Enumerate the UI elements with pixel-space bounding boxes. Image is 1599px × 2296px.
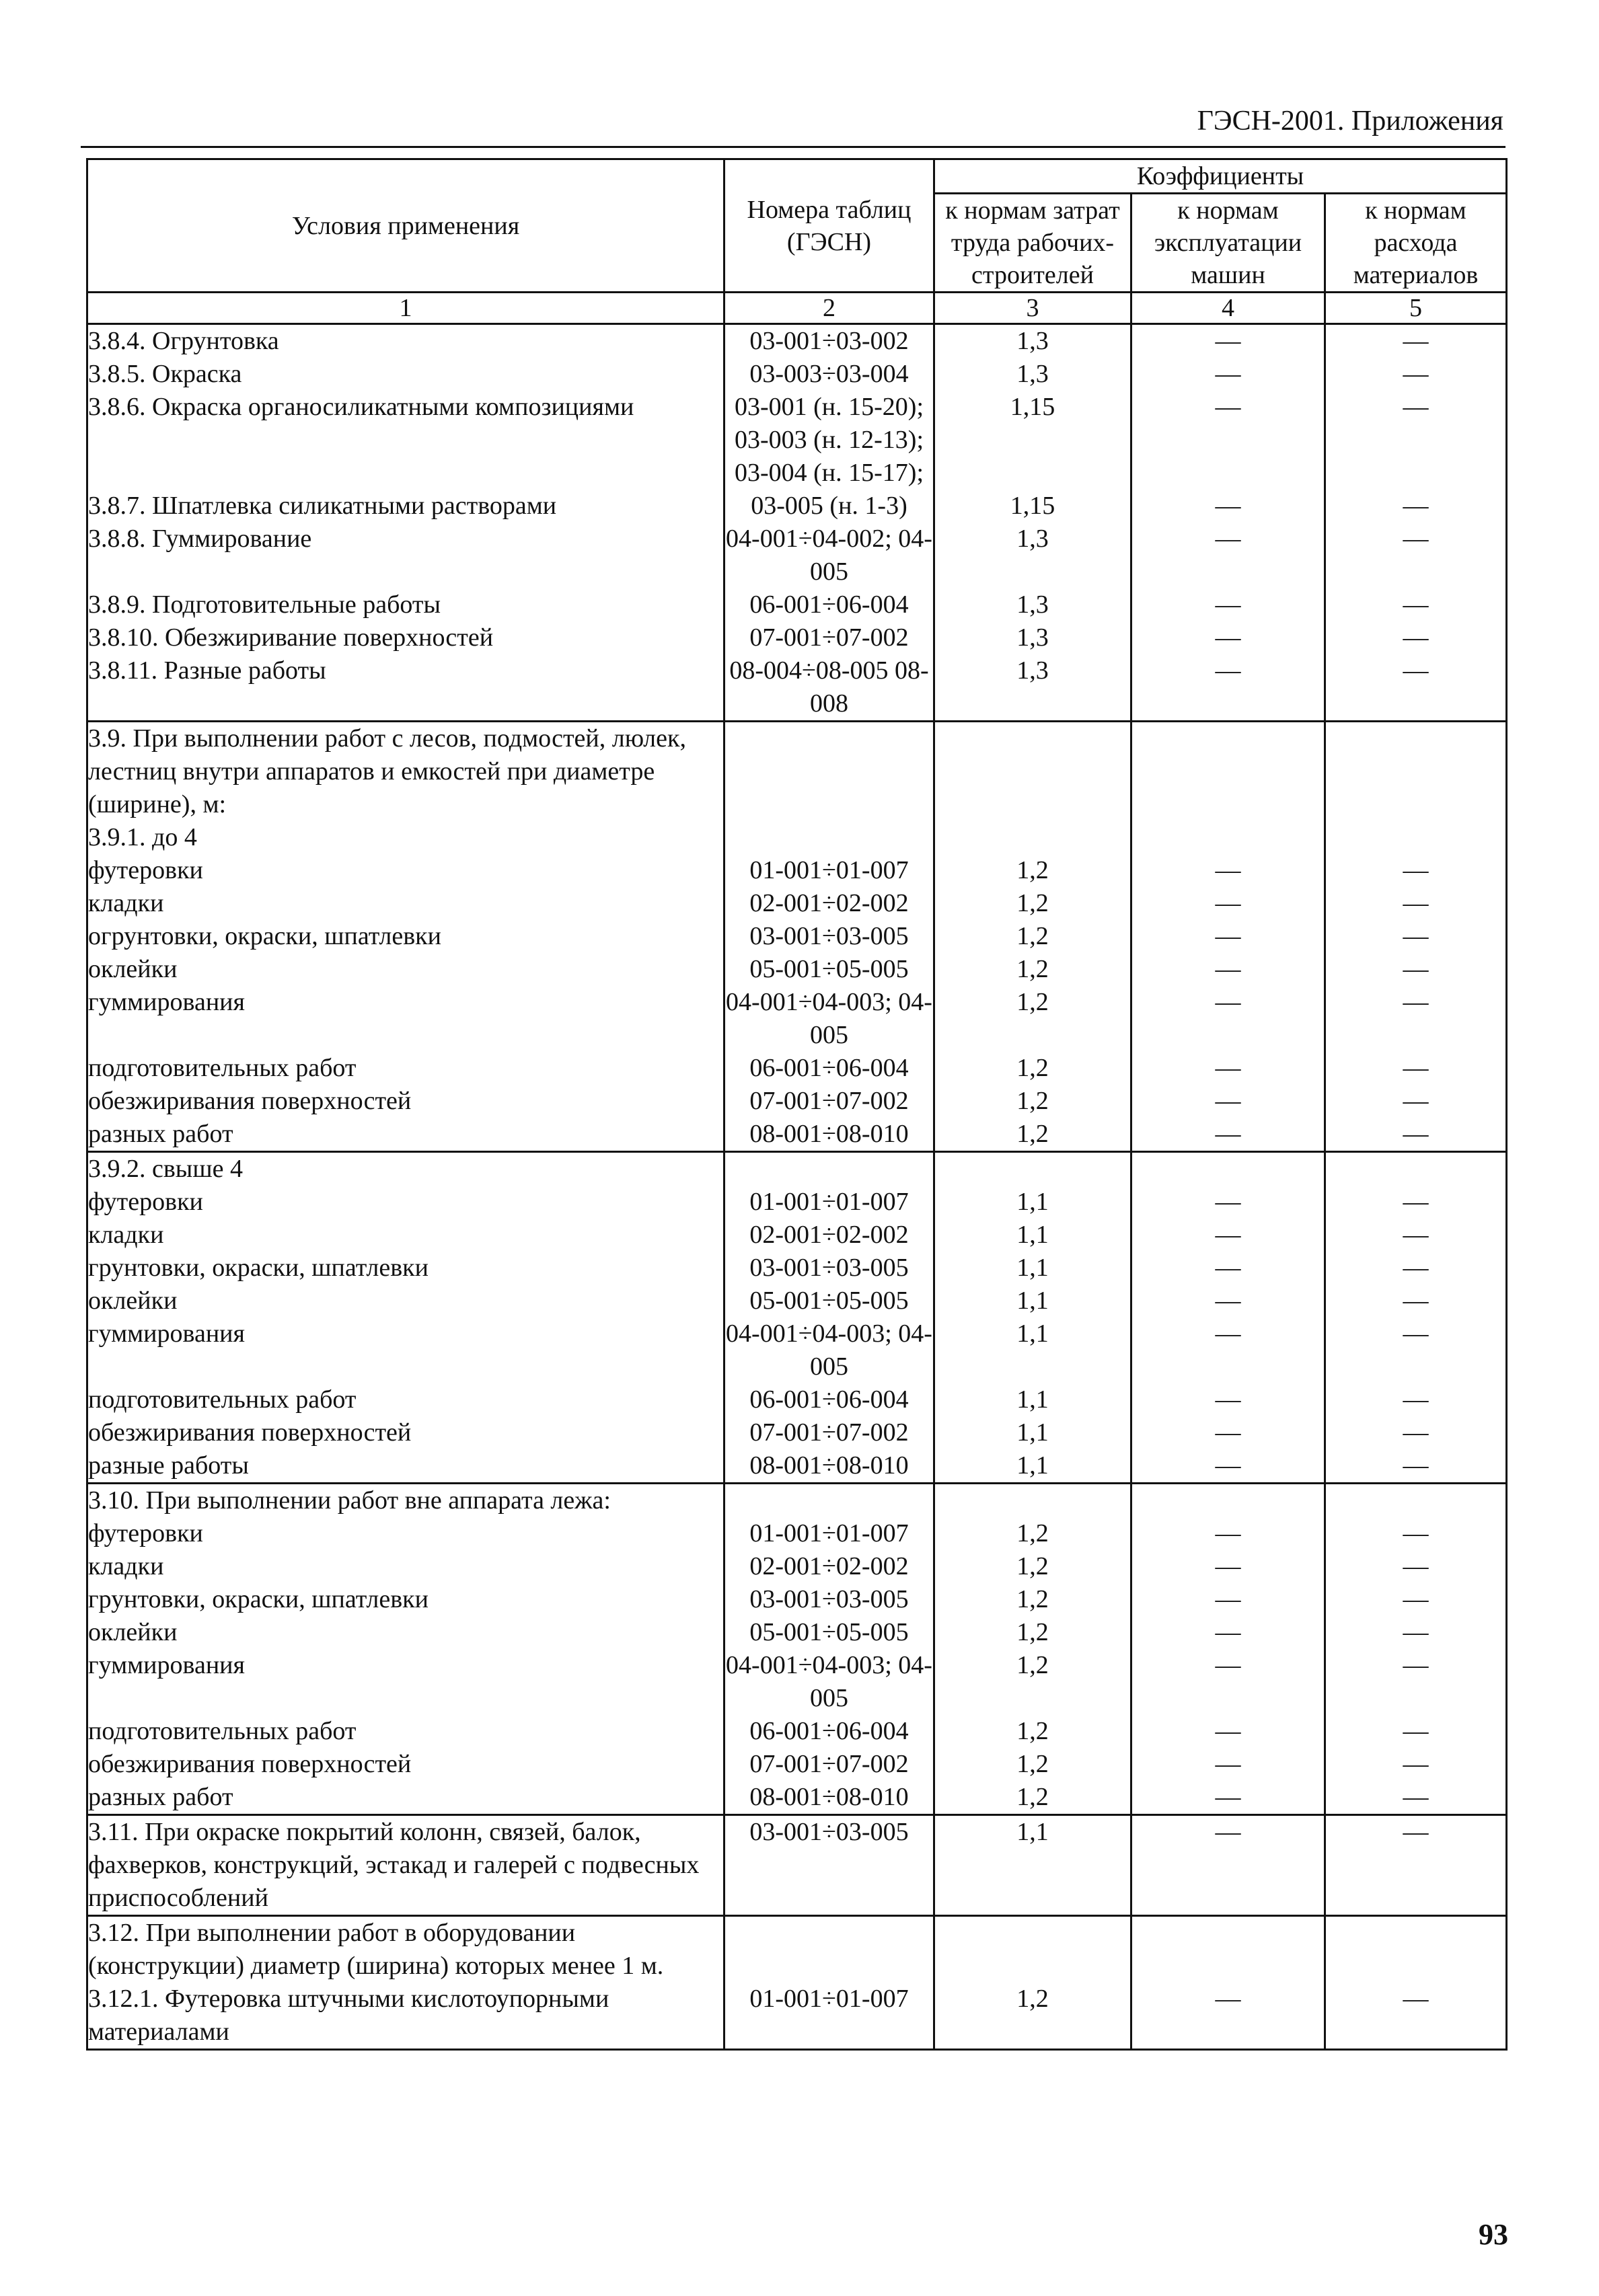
row-labor-coefficient: 1,2 — [934, 1781, 1131, 1815]
row-table-numbers: 03-005 (н. 1-3) — [724, 490, 934, 523]
row-condition: обезжиривания поверхностей — [87, 1416, 724, 1449]
row-condition: грунтовки, окраски, шпатлевки — [87, 1252, 724, 1285]
row-condition: 3.8.8. Гуммирование — [87, 523, 724, 588]
table-body — [87, 324, 1507, 2050]
row-machines-coefficient — [1131, 821, 1325, 854]
row-machines-coefficient: — — [1131, 588, 1325, 621]
row-labor-coefficient: 1,15 — [934, 490, 1131, 523]
row-table-numbers — [724, 1484, 934, 1518]
row-labor-coefficient: 1,3 — [934, 523, 1131, 588]
row-table-numbers: 03-001÷03-005 — [724, 1583, 934, 1616]
row-table-numbers: 04-001÷04-003; 04-005 — [724, 1649, 934, 1715]
row-labor-coefficient: 1,3 — [934, 654, 1131, 722]
row-machines-coefficient: — — [1131, 1252, 1325, 1285]
row-machines-coefficient: — — [1131, 1550, 1325, 1583]
row-labor-coefficient: 1,3 — [934, 324, 1131, 358]
table-row — [87, 1583, 1507, 1616]
row-materials-coefficient: — — [1325, 920, 1507, 953]
row-table-numbers: 03-001÷03-005 — [724, 1252, 934, 1285]
row-materials-coefficient: — — [1325, 1815, 1507, 1916]
column-numbers-row — [87, 293, 1507, 324]
row-condition: кладки — [87, 1550, 724, 1583]
row-labor-coefficient: 1,2 — [934, 1085, 1131, 1118]
table-row — [87, 1748, 1507, 1781]
table-row — [87, 1252, 1507, 1285]
row-materials-coefficient — [1325, 1484, 1507, 1518]
row-labor-coefficient: 1,2 — [934, 1550, 1131, 1583]
running-head: ГЭСН-2001. Приложения — [1197, 106, 1503, 137]
row-materials-coefficient: — — [1325, 1383, 1507, 1416]
row-machines-coefficient: — — [1131, 953, 1325, 986]
row-materials-coefficient: — — [1325, 324, 1507, 358]
coefficients-table — [86, 158, 1508, 2051]
row-materials-coefficient: — — [1325, 358, 1507, 391]
row-table-numbers: 05-001÷05-005 — [724, 1616, 934, 1649]
row-table-numbers — [724, 1152, 934, 1186]
row-materials-coefficient — [1325, 1152, 1507, 1186]
row-labor-coefficient: 1,1 — [934, 1383, 1131, 1416]
row-machines-coefficient: — — [1131, 654, 1325, 722]
column-number: 3 — [934, 293, 1131, 324]
table-row — [87, 621, 1507, 654]
row-machines-coefficient: — — [1131, 854, 1325, 887]
row-machines-coefficient: — — [1131, 324, 1325, 358]
row-labor-coefficient: 1,2 — [934, 1983, 1131, 2050]
row-labor-coefficient: 1,2 — [934, 887, 1131, 920]
row-materials-coefficient: — — [1325, 1285, 1507, 1317]
table-row — [87, 1383, 1507, 1416]
row-condition: гуммирования — [87, 986, 724, 1052]
table-row — [87, 654, 1507, 722]
row-machines-coefficient: — — [1131, 1317, 1325, 1383]
row-table-numbers: 07-001÷07-002 — [724, 1085, 934, 1118]
row-table-numbers: 07-001÷07-002 — [724, 1748, 934, 1781]
row-condition: 3.9.1. до 4 — [87, 821, 724, 854]
row-condition: футеровки — [87, 1517, 724, 1550]
row-condition: разных работ — [87, 1118, 724, 1152]
row-condition: подготовительных работ — [87, 1052, 724, 1085]
row-materials-coefficient: — — [1325, 887, 1507, 920]
row-labor-coefficient: 1,2 — [934, 1748, 1131, 1781]
row-table-numbers: 05-001÷05-005 — [724, 953, 934, 986]
row-table-numbers: 03-001÷03-005 — [724, 920, 934, 953]
row-condition: подготовительных работ — [87, 1715, 724, 1748]
row-materials-coefficient: — — [1325, 1416, 1507, 1449]
row-materials-coefficient: — — [1325, 1517, 1507, 1550]
row-table-numbers: 06-001÷06-004 — [724, 588, 934, 621]
row-materials-coefficient: — — [1325, 1550, 1507, 1583]
row-materials-coefficient: — — [1325, 986, 1507, 1052]
row-labor-coefficient — [934, 1152, 1131, 1186]
row-table-numbers: 08-001÷08-010 — [724, 1781, 934, 1815]
row-table-numbers: 01-001÷01-007 — [724, 1186, 934, 1219]
table-row — [87, 1517, 1507, 1550]
row-condition: обезжиривания поверхностей — [87, 1085, 724, 1118]
row-condition: обезжиривания поверхностей — [87, 1748, 724, 1781]
row-materials-coefficient: — — [1325, 1449, 1507, 1484]
table-row — [87, 1781, 1507, 1815]
row-table-numbers: 01-001÷01-007 — [724, 854, 934, 887]
row-materials-coefficient: — — [1325, 490, 1507, 523]
row-machines-coefficient: — — [1131, 986, 1325, 1052]
row-table-numbers: 03-001÷03-005 — [724, 1815, 934, 1916]
row-materials-coefficient: — — [1325, 953, 1507, 986]
table-row — [87, 358, 1507, 391]
row-labor-coefficient: 1,2 — [934, 1616, 1131, 1649]
row-labor-coefficient — [934, 1484, 1131, 1518]
row-table-numbers: 01-001÷01-007 — [724, 1517, 934, 1550]
row-condition: гуммирования — [87, 1317, 724, 1383]
row-labor-coefficient — [934, 821, 1131, 854]
table-row — [87, 821, 1507, 854]
row-condition: 3.9.2. свыше 4 — [87, 1152, 724, 1186]
row-materials-coefficient: — — [1325, 523, 1507, 588]
row-machines-coefficient: — — [1131, 1748, 1325, 1781]
column-number: 4 — [1131, 293, 1325, 324]
row-condition: подготовительных работ — [87, 1383, 724, 1416]
row-machines-coefficient: — — [1131, 1118, 1325, 1152]
row-labor-coefficient — [934, 722, 1131, 822]
row-table-numbers: 06-001÷06-004 — [724, 1383, 934, 1416]
header-machines: к нормам эксплуатации машин — [1131, 194, 1325, 293]
row-labor-coefficient: 1,1 — [934, 1449, 1131, 1484]
row-machines-coefficient: — — [1131, 1815, 1325, 1916]
row-table-numbers: 06-001÷06-004 — [724, 1052, 934, 1085]
row-machines-coefficient — [1131, 722, 1325, 822]
row-machines-coefficient: — — [1131, 920, 1325, 953]
row-labor-coefficient: 1,2 — [934, 1649, 1131, 1715]
table-row — [87, 1285, 1507, 1317]
row-table-numbers: 02-001÷02-002 — [724, 887, 934, 920]
table-row — [87, 920, 1507, 953]
row-materials-coefficient: — — [1325, 1118, 1507, 1152]
row-materials-coefficient: — — [1325, 1616, 1507, 1649]
row-condition: 3.12. При выполнении работ в оборудовании (конструкции) диаметр (ширина) которых менее 1 м. — [87, 1916, 724, 1983]
table-row — [87, 1715, 1507, 1748]
row-machines-coefficient: — — [1131, 1085, 1325, 1118]
row-table-numbers: 06-001÷06-004 — [724, 1715, 934, 1748]
row-machines-coefficient: — — [1131, 391, 1325, 490]
row-condition: футеровки — [87, 854, 724, 887]
row-labor-coefficient: 1,1 — [934, 1317, 1131, 1383]
row-materials-coefficient: — — [1325, 588, 1507, 621]
row-labor-coefficient: 1,2 — [934, 953, 1131, 986]
table-row — [87, 1152, 1507, 1186]
row-machines-coefficient: — — [1131, 1517, 1325, 1550]
page-number: 93 — [1479, 2218, 1508, 2251]
table-row — [87, 1085, 1507, 1118]
row-labor-coefficient: 1,3 — [934, 588, 1131, 621]
row-materials-coefficient: — — [1325, 1781, 1507, 1815]
row-labor-coefficient: 1,1 — [934, 1252, 1131, 1285]
row-machines-coefficient: — — [1131, 1186, 1325, 1219]
row-condition: 3.8.6. Окраска органосиликатными композициями — [87, 391, 724, 490]
row-materials-coefficient: — — [1325, 1252, 1507, 1285]
row-labor-coefficient: 1,2 — [934, 1583, 1131, 1616]
table-row — [87, 1484, 1507, 1518]
row-materials-coefficient: — — [1325, 1219, 1507, 1252]
row-machines-coefficient: — — [1131, 887, 1325, 920]
header-conditions: Условия применения — [87, 159, 724, 293]
row-table-numbers: 07-001÷07-002 — [724, 621, 934, 654]
row-condition: 3.8.11. Разные работы — [87, 654, 724, 722]
table-row — [87, 854, 1507, 887]
row-machines-coefficient: — — [1131, 1383, 1325, 1416]
row-condition: кладки — [87, 1219, 724, 1252]
row-condition: 3.12.1. Футеровка штучными кислотоупорными материалами — [87, 1983, 724, 2050]
table-row — [87, 1118, 1507, 1152]
row-condition: футеровки — [87, 1186, 724, 1219]
table-row — [87, 1649, 1507, 1715]
row-machines-coefficient: — — [1131, 1052, 1325, 1085]
row-labor-coefficient: 1,1 — [934, 1186, 1131, 1219]
row-condition: гуммирования — [87, 1649, 724, 1715]
row-labor-coefficient: 1,2 — [934, 1715, 1131, 1748]
row-labor-coefficient: 1,2 — [934, 854, 1131, 887]
row-machines-coefficient: — — [1131, 1219, 1325, 1252]
table-row — [87, 1916, 1507, 1983]
row-materials-coefficient — [1325, 821, 1507, 854]
row-labor-coefficient: 1,3 — [934, 621, 1131, 654]
header-labor: к нормам затрат труда рабочих-строителей — [934, 194, 1131, 293]
table-row — [87, 523, 1507, 588]
row-labor-coefficient: 1,3 — [934, 358, 1131, 391]
table-row — [87, 887, 1507, 920]
table-row — [87, 324, 1507, 358]
row-condition: 3.9. При выполнении работ с лесов, подмостей, люлек, лестниц внутри аппаратов и емкостей при диаметре (ширине), м: — [87, 722, 724, 822]
row-machines-coefficient: — — [1131, 490, 1325, 523]
header-rule — [81, 146, 1505, 148]
row-materials-coefficient: — — [1325, 1715, 1507, 1748]
row-condition: оклейки — [87, 953, 724, 986]
table-row — [87, 1983, 1507, 2050]
row-labor-coefficient: 1,1 — [934, 1285, 1131, 1317]
row-labor-coefficient: 1,1 — [934, 1219, 1131, 1252]
row-labor-coefficient: 1,1 — [934, 1815, 1131, 1916]
row-condition: разные работы — [87, 1449, 724, 1484]
row-labor-coefficient: 1,1 — [934, 1416, 1131, 1449]
row-condition: кладки — [87, 887, 724, 920]
row-condition: разных работ — [87, 1781, 724, 1815]
row-condition: оклейки — [87, 1285, 724, 1317]
row-table-numbers: 04-001÷04-003; 04-005 — [724, 986, 934, 1052]
row-table-numbers: 03-003÷03-004 — [724, 358, 934, 391]
row-table-numbers: 07-001÷07-002 — [724, 1416, 934, 1449]
table-row — [87, 1186, 1507, 1219]
row-machines-coefficient: — — [1131, 1285, 1325, 1317]
row-table-numbers: 02-001÷02-002 — [724, 1219, 934, 1252]
row-table-numbers: 08-004÷08-005 08-008 — [724, 654, 934, 722]
table-row — [87, 391, 1507, 490]
row-machines-coefficient: — — [1131, 358, 1325, 391]
table-row — [87, 588, 1507, 621]
table-row — [87, 1550, 1507, 1583]
row-materials-coefficient — [1325, 722, 1507, 822]
row-machines-coefficient — [1131, 1152, 1325, 1186]
table-row — [87, 490, 1507, 523]
header-materials: к нормам расхода материалов — [1325, 194, 1507, 293]
table-row — [87, 1815, 1507, 1916]
row-materials-coefficient: — — [1325, 1649, 1507, 1715]
table-row — [87, 1219, 1507, 1252]
row-materials-coefficient: — — [1325, 1317, 1507, 1383]
table-row — [87, 1449, 1507, 1484]
row-condition: оклейки — [87, 1616, 724, 1649]
row-machines-coefficient — [1131, 1916, 1325, 1983]
row-condition: огрунтовки, окраски, шпатлевки — [87, 920, 724, 953]
row-materials-coefficient: — — [1325, 1748, 1507, 1781]
table-row — [87, 1616, 1507, 1649]
row-table-numbers: 05-001÷05-005 — [724, 1285, 934, 1317]
row-materials-coefficient: — — [1325, 654, 1507, 722]
row-materials-coefficient: — — [1325, 621, 1507, 654]
table-row — [87, 1416, 1507, 1449]
table-row — [87, 1052, 1507, 1085]
table-row — [87, 722, 1507, 822]
row-machines-coefficient: — — [1131, 621, 1325, 654]
row-machines-coefficient: — — [1131, 523, 1325, 588]
table-row — [87, 1317, 1507, 1383]
row-condition: 3.8.7. Шпатлевка силикатными растворами — [87, 490, 724, 523]
row-materials-coefficient: — — [1325, 1052, 1507, 1085]
row-condition: 3.11. При окраске покрытий колонн, связей, балок, фахверков, конструкций, эстакад и галерей с подвесных приспособлений — [87, 1815, 724, 1916]
row-machines-coefficient: — — [1131, 1983, 1325, 2050]
row-machines-coefficient: — — [1131, 1616, 1325, 1649]
row-labor-coefficient: 1,15 — [934, 391, 1131, 490]
row-condition: 3.8.4. Огрунтовка — [87, 324, 724, 358]
row-table-numbers: 03-001 (н. 15-20); 03-003 (н. 12-13); 03-004 (н. 15-17); — [724, 391, 934, 490]
row-machines-coefficient — [1131, 1484, 1325, 1518]
column-number: 1 — [87, 293, 724, 324]
row-labor-coefficient: 1,2 — [934, 1052, 1131, 1085]
column-number: 5 — [1325, 293, 1507, 324]
row-materials-coefficient: — — [1325, 1085, 1507, 1118]
row-table-numbers: 01-001÷01-007 — [724, 1983, 934, 2050]
row-condition: 3.10. При выполнении работ вне аппарата лежа: — [87, 1484, 724, 1518]
row-materials-coefficient: — — [1325, 1983, 1507, 2050]
row-machines-coefficient: — — [1131, 1649, 1325, 1715]
row-labor-coefficient: 1,2 — [934, 1517, 1131, 1550]
row-labor-coefficient: 1,2 — [934, 1118, 1131, 1152]
row-table-numbers: 08-001÷08-010 — [724, 1449, 934, 1484]
row-labor-coefficient: 1,2 — [934, 986, 1131, 1052]
row-table-numbers: 08-001÷08-010 — [724, 1118, 934, 1152]
header-coefficients: Коэффициенты — [934, 159, 1507, 194]
row-table-numbers — [724, 722, 934, 822]
header-table-numbers: Номера таблиц (ГЭСН) — [724, 159, 934, 293]
row-labor-coefficient — [934, 1916, 1131, 1983]
table-row — [87, 986, 1507, 1052]
row-machines-coefficient: — — [1131, 1449, 1325, 1484]
row-table-numbers: 02-001÷02-002 — [724, 1550, 934, 1583]
row-condition: 3.8.10. Обезжиривание поверхностей — [87, 621, 724, 654]
row-machines-coefficient: — — [1131, 1781, 1325, 1815]
table-row — [87, 953, 1507, 986]
row-table-numbers: 03-001÷03-002 — [724, 324, 934, 358]
row-machines-coefficient: — — [1131, 1583, 1325, 1616]
row-table-numbers — [724, 821, 934, 854]
row-materials-coefficient: — — [1325, 391, 1507, 490]
row-table-numbers — [724, 1916, 934, 1983]
row-condition: грунтовки, окраски, шпатлевки — [87, 1583, 724, 1616]
row-machines-coefficient: — — [1131, 1416, 1325, 1449]
row-table-numbers: 04-001÷04-003; 04-005 — [724, 1317, 934, 1383]
row-labor-coefficient: 1,2 — [934, 920, 1131, 953]
row-materials-coefficient: — — [1325, 1583, 1507, 1616]
column-number: 2 — [724, 293, 934, 324]
row-condition: 3.8.5. Окраска — [87, 358, 724, 391]
row-machines-coefficient: — — [1131, 1715, 1325, 1748]
row-materials-coefficient: — — [1325, 1186, 1507, 1219]
row-condition: 3.8.9. Подготовительные работы — [87, 588, 724, 621]
row-materials-coefficient — [1325, 1916, 1507, 1983]
row-table-numbers: 04-001÷04-002; 04-005 — [724, 523, 934, 588]
row-materials-coefficient: — — [1325, 854, 1507, 887]
